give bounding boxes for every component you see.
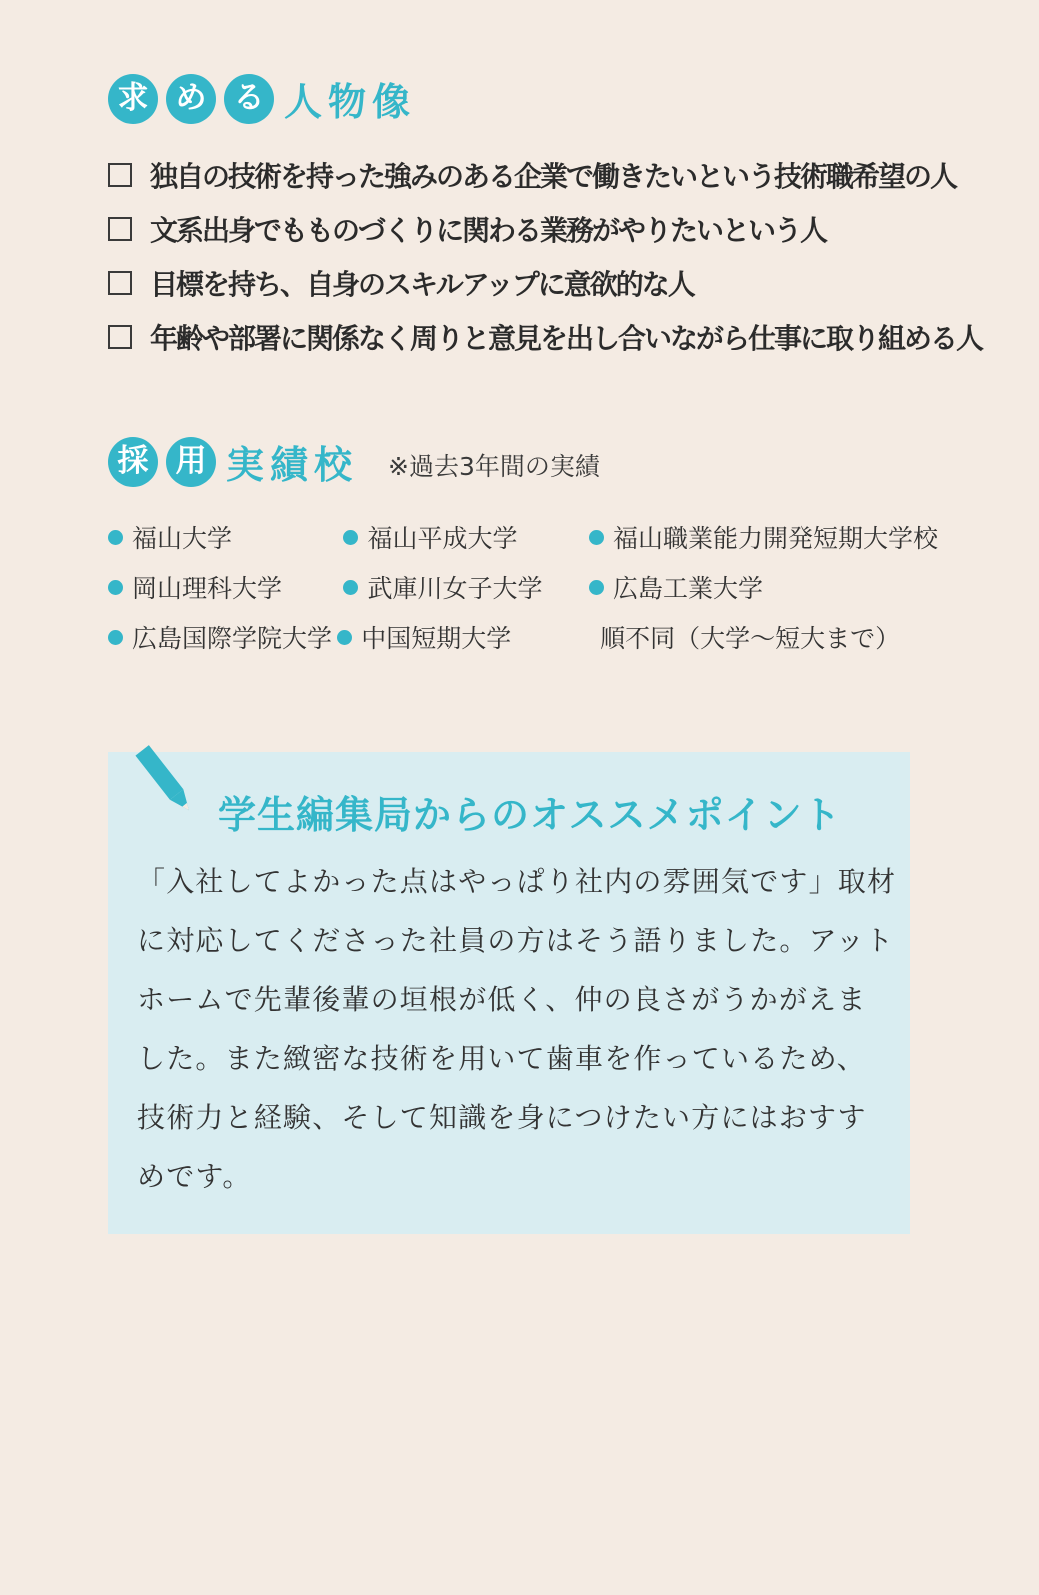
checklist-item-label: 文系出身でもものづくりに関わる業務がやりたいという人 xyxy=(150,214,827,247)
hiring-record-heading xyxy=(108,434,600,489)
bullet-dot-icon xyxy=(589,580,604,595)
heading-note: ※過去3年間の実績 xyxy=(388,451,600,481)
checkbox-icon xyxy=(108,217,132,241)
recommendation-line: 「入社してよかった点はやっぱり社内の雰囲気です」取材 xyxy=(137,865,897,898)
checkbox-icon xyxy=(108,163,132,187)
checkbox-icon xyxy=(108,271,132,295)
school-name: 福山職業能力開発短期大学校 xyxy=(612,524,938,553)
recommendation-line: ホームで先輩後輩の垣根が低く、仲の良さがうかがえま xyxy=(137,983,867,1016)
school-row xyxy=(108,562,1008,612)
school-name: 広島国際学院大学 xyxy=(132,624,333,653)
checklist-item-label: 目標を持ち、自身のスキルアップに意欲的な人 xyxy=(150,268,694,301)
requirements-heading xyxy=(108,71,416,126)
school-item xyxy=(589,569,1008,605)
recommendation-body xyxy=(137,852,897,1206)
checkbox-icon xyxy=(108,325,132,349)
heading-circle: る xyxy=(224,74,274,124)
school-item xyxy=(108,619,337,655)
school-item xyxy=(343,519,588,555)
checklist-item-label: 年齢や部署に関係なく周りと意見を出し合いながら仕事に取り組める人 xyxy=(150,322,983,355)
requirements-checklist xyxy=(108,148,1008,364)
order-note xyxy=(576,619,1008,655)
heading-circle: 求 xyxy=(108,74,158,124)
heading-text: 人物像 xyxy=(284,80,417,124)
checklist-item xyxy=(108,202,1008,256)
heading-text: 実績校 xyxy=(226,443,359,487)
school-item xyxy=(343,569,588,605)
school-name: 武庫川女子大学 xyxy=(367,574,543,603)
school-item xyxy=(589,519,1008,555)
school-row xyxy=(108,512,1008,562)
checklist-item xyxy=(108,148,1008,202)
bullet-dot-icon xyxy=(343,530,358,545)
recommendation-line: に対応してくださった社員の方はそう語りました。アット xyxy=(137,924,895,957)
bullet-dot-icon xyxy=(343,580,358,595)
heading-circle: 採 xyxy=(108,437,158,487)
checklist-item xyxy=(108,310,1008,364)
school-name: 福山平成大学 xyxy=(367,524,518,553)
bullet-dot-icon xyxy=(108,580,123,595)
school-name: 福山大学 xyxy=(132,524,233,553)
school-item xyxy=(108,519,343,555)
order-note-text: 順不同（大学〜短大まで） xyxy=(600,624,901,653)
recommendation-line: した。また緻密な技術を用いて歯車を作っているため、 xyxy=(137,1042,866,1075)
recommendation-line: めです。 xyxy=(137,1160,252,1193)
recommendation-title: 学生編集局からのオススメポイント xyxy=(218,793,842,837)
school-name: 岡山理科大学 xyxy=(132,574,283,603)
recommendation-line: 技術力と経験、そして知識を身につけたい方にはおすす xyxy=(137,1101,867,1134)
bullet-dot-icon xyxy=(108,530,123,545)
bullet-dot-icon xyxy=(108,630,123,645)
school-list xyxy=(108,512,1008,662)
checklist-item xyxy=(108,256,1008,310)
school-item xyxy=(337,619,576,655)
school-item xyxy=(108,569,343,605)
school-row xyxy=(108,612,1008,662)
heading-circle: め xyxy=(166,74,216,124)
checklist-item-label: 独自の技術を持った強みのある企業で働きたいという技術職希望の人 xyxy=(150,160,957,193)
school-name: 広島工業大学 xyxy=(612,574,763,603)
bullet-dot-icon xyxy=(589,530,604,545)
heading-circle: 用 xyxy=(166,437,216,487)
school-name: 中国短期大学 xyxy=(361,624,512,653)
pencil-icon xyxy=(135,742,199,824)
bullet-dot-icon xyxy=(337,630,352,645)
